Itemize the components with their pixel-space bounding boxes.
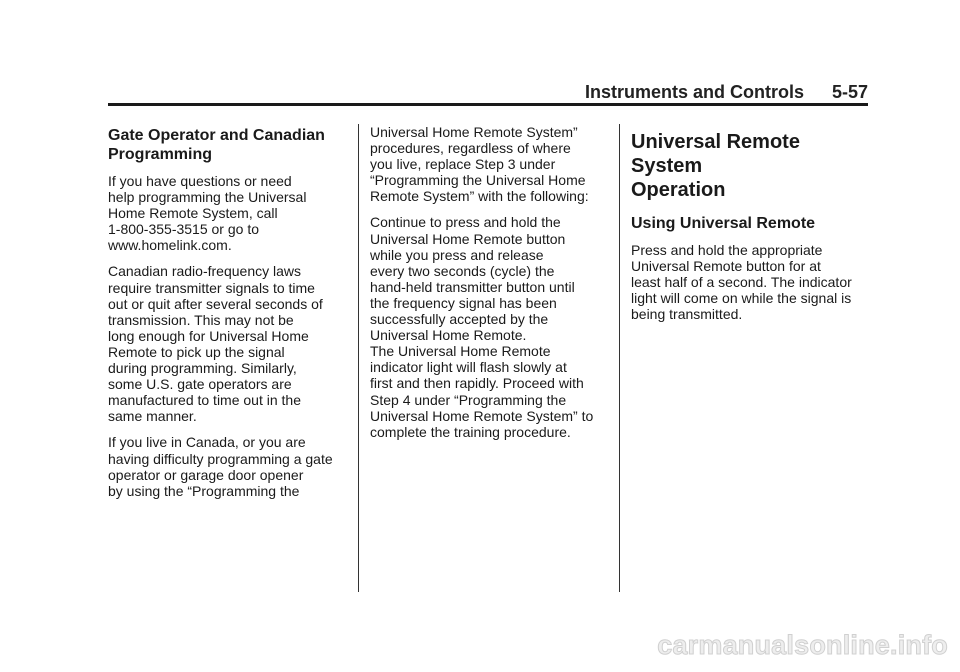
watermark: carmanualsonline.info xyxy=(657,630,948,660)
paragraph-continue-to-press: Continue to press and hold the Universal Home Remote button while you press and release every two seconds (cycle) the hand-held transmitter button until the frequency signal has been successfully accepted by the Universal Home Remote. xyxy=(370,214,575,344)
paragraph-homelink: If you have questions or need help programming the Universal Home Remote System, call 1-800-355-3515 or go to www.homelink.com. xyxy=(108,173,307,254)
column-3 xyxy=(631,124,869,332)
column-1 xyxy=(108,126,346,509)
header-rule xyxy=(108,103,868,106)
subsection-heading: Using Universal Remote xyxy=(631,215,816,232)
page-header xyxy=(108,80,868,104)
column-divider xyxy=(619,124,620,592)
paragraph-indicator-light: The Universal Home Remote indicator light will flash slowly at first and then rapidly. Proceed with Step 4 under “Programming the Universal Home Remote System” to complete the training procedure. xyxy=(370,343,594,440)
column-divider xyxy=(358,124,359,592)
column-2 xyxy=(370,124,608,450)
paragraph-if-you-live-in-canada: If you live in Canada, or you are having difficulty programming a gate operator or garage door opener by using the “Programming the xyxy=(108,434,333,499)
gate-operator-heading: Gate Operator and Canadian Programming xyxy=(108,127,325,163)
paragraph-press-and-hold: Press and hold the appropriate Universal Remote button for at least half of a second. The indicator light will come on while the signal is being transmitted. xyxy=(631,242,852,323)
paragraph-procedures-continued: Universal Home Remote System” procedures, regardless of where you live, replace Step 3 under “Programming the Universal Home Remote System” with the following: xyxy=(370,124,589,205)
page-number: 5-57 xyxy=(831,81,868,102)
section-heading: Universal Remote System Operation xyxy=(631,131,800,201)
paragraph-canadian-laws: Canadian radio-frequency laws require transmitter signals to time out or quit after several seconds of transmission. This may not be long enough for Universal Home Remote to pick up the signal during programming. Similarly, some U.S. gate operators are manufactured to time out in the same manner. xyxy=(108,263,323,425)
section-title: Instruments and Controls xyxy=(584,81,804,102)
